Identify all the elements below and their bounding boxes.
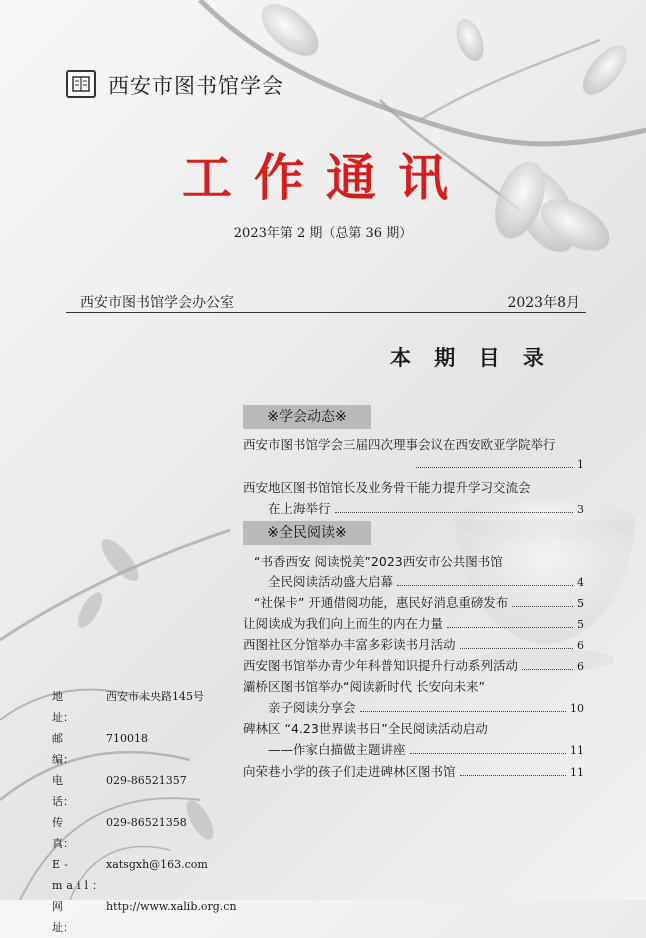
toc-entry[interactable] [243, 762, 584, 782]
contact-info [52, 686, 237, 938]
dot-leader [397, 585, 573, 586]
contact-label: 网 址： [52, 900, 85, 934]
dot-leader [410, 753, 566, 754]
toc-entry[interactable] [268, 698, 584, 718]
toc-page-number: 11 [570, 744, 584, 757]
toc-entry[interactable] [243, 614, 584, 634]
toc-entry[interactable] [243, 435, 556, 455]
toc-entry-title: 西安地区图书馆馆长及业务骨干能力提升学习交流会 [243, 480, 531, 495]
email-value[interactable]: xatsgxh@163.com [106, 858, 208, 871]
postcode-value: 710018 [106, 732, 148, 745]
toc-entry-title-cont: 全民阅读活动盛大启幕 [268, 574, 394, 589]
phone-value: 029-86521357 [106, 774, 187, 787]
organization-name: 西安市图书馆学会 [108, 74, 284, 98]
toc-entry[interactable] [254, 552, 503, 572]
toc-entry[interactable] [243, 677, 485, 697]
toc-page-number: 1 [577, 458, 584, 471]
toc-entry[interactable] [268, 740, 584, 760]
section-label-society-news: ※学会动态※ [243, 405, 371, 429]
toc-entry-title: 向荣巷小学的孩子们走进碑林区图书馆 [243, 764, 456, 779]
toc-entry-title: 让阅读成为我们向上而生的内在力量 [243, 616, 444, 631]
toc-entry-leader [412, 455, 584, 475]
toc-entry[interactable] [243, 719, 488, 739]
toc-entry-title: “书香西安 阅读悦美”2023西安市公共图书馆 [254, 554, 503, 569]
toc-page-number: 6 [577, 660, 584, 673]
dot-leader [522, 669, 573, 670]
toc-page-number: 6 [577, 639, 584, 652]
fax-value: 029-86521358 [106, 816, 187, 829]
toc-entry[interactable] [243, 635, 584, 655]
dot-leader [447, 627, 573, 628]
issue-number: 2023年第 2 期（总第 36 期） [233, 226, 413, 241]
address-value: 西安市未央路145号 [106, 690, 204, 703]
website-link[interactable]: http://www.xalib.org.cn [106, 900, 237, 913]
toc-page-number: 5 [577, 597, 584, 610]
toc-entry[interactable] [268, 572, 584, 592]
contact-email [52, 854, 237, 896]
dot-leader [512, 606, 573, 607]
newsletter-title: 工作通讯 [182, 149, 470, 207]
section-label-national-reading: ※全民阅读※ [243, 521, 371, 545]
toc-entry-title: 灞桥区图书馆举办“阅读新时代 长安向未来” [243, 679, 485, 694]
toc-page-number: 4 [577, 576, 584, 589]
toc-entry-title: 西安图书馆举办青少年科普知识提升行动系列活动 [243, 658, 519, 673]
contact-label: 邮 编： [52, 732, 85, 766]
toc-entry-title: 西安市图书馆学会三届四次理事会议在西安欧亚学院举行 [243, 437, 556, 452]
dot-leader [360, 711, 566, 712]
toc-page-number: 10 [570, 702, 584, 715]
toc-entry-title-cont: 在上海举行 [268, 501, 331, 516]
toc-entry-title: 碑林区 “4.23世界读书日”全民阅读活动启动 [243, 721, 488, 736]
publisher-office: 西安市图书馆学会办公室 [80, 295, 234, 311]
contact-label: 传 真： [52, 816, 85, 850]
contact-fax [52, 812, 237, 854]
toc-entry[interactable] [243, 656, 584, 676]
contact-label: 地 址： [52, 690, 85, 724]
toc-entry-title-cont: ——作家白描做主题讲座 [268, 742, 406, 757]
contact-website [52, 896, 237, 938]
toc-entry[interactable] [268, 499, 584, 519]
toc-entry-title-cont: 亲子阅读分享会 [268, 700, 356, 715]
contact-phone [52, 770, 237, 812]
toc-page-number: 11 [570, 766, 584, 779]
publication-date: 2023年8月 [507, 295, 580, 311]
toc-entry[interactable] [243, 478, 531, 498]
contact-postcode [52, 728, 237, 770]
contact-address [52, 686, 237, 728]
dot-leader [416, 467, 573, 468]
toc-entry-title: 西图社区分馆举办丰富多彩读书月活动 [243, 637, 456, 652]
toc-entry-title: “社保卡” 开通借阅功能，惠民好消息重磅发布 [254, 595, 509, 610]
dot-leader [335, 512, 573, 513]
toc-entry[interactable] [254, 593, 584, 613]
dot-leader [460, 775, 566, 776]
toc-page-number: 3 [577, 503, 584, 516]
contact-label: E-mail： [52, 858, 108, 892]
toc-page-number: 5 [577, 618, 584, 631]
contact-label: 电 话： [52, 774, 85, 808]
dot-leader [460, 648, 573, 649]
toc-title: 本 期 目 录 [390, 346, 552, 370]
